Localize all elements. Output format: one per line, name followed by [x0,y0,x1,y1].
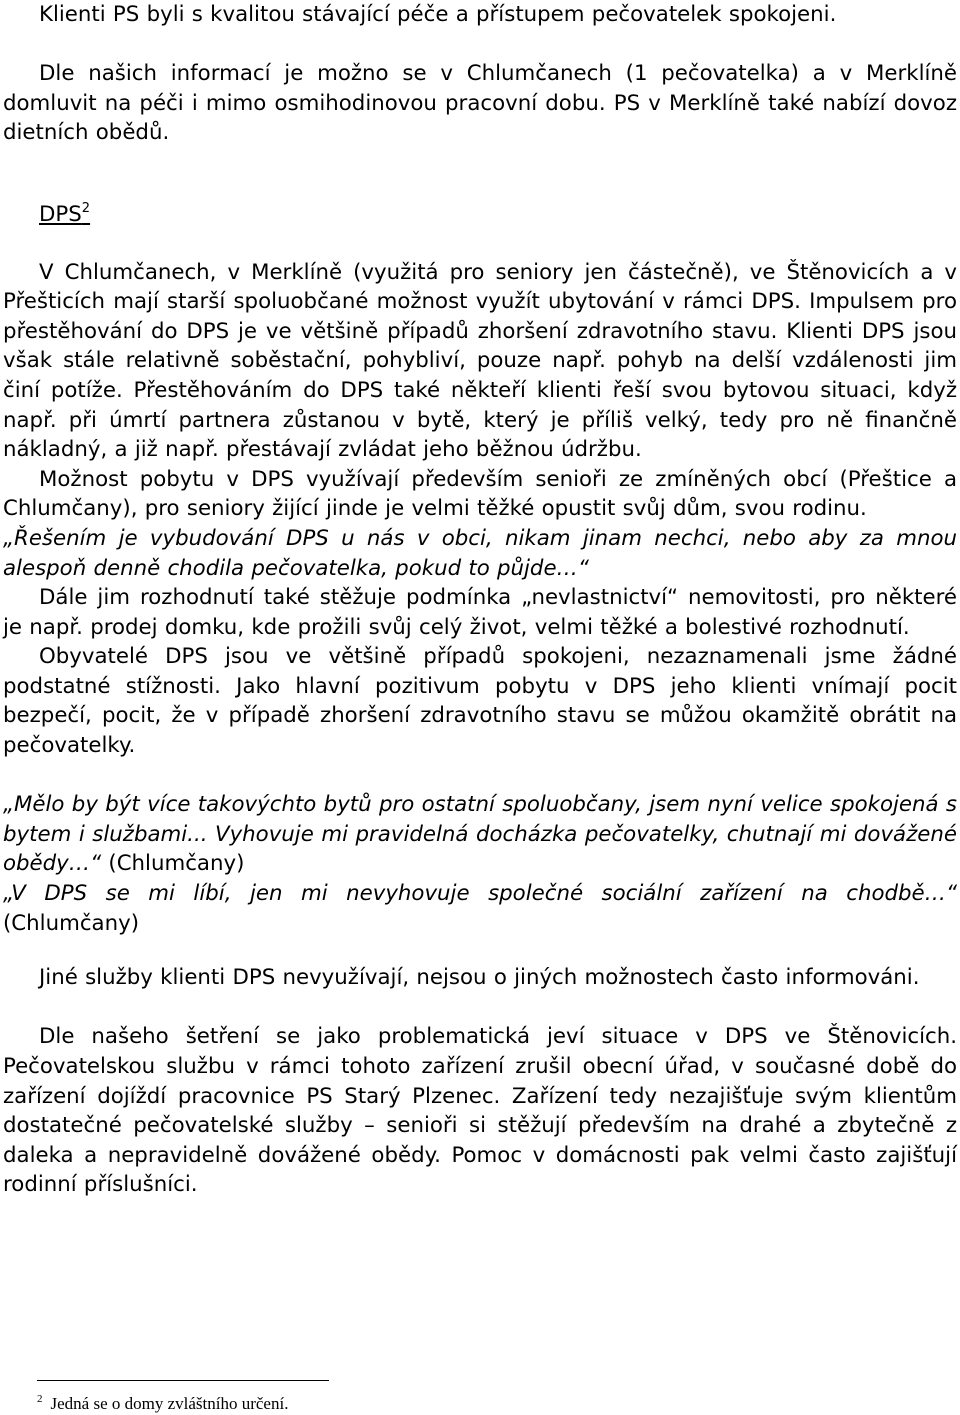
quote-more-flats [3,790,957,879]
footnote-reference: 2 [81,200,91,216]
quote-solution: „Řešením je vybudování DPS u nás v obci, nikam jinam nechci, nebo aby za mnou alespoň denně chodila pečovatelka, pokud to půjde…“ [3,525,957,581]
footnote-mark: 2 [37,1393,43,1405]
paragraph-stenovice-situation: Dle našeho šetření se jako problematická jeví situace v DPS ve Štěnovicích. Pečovatelskou službu v rámci tohoto zařízení zrušil obecní úřad, v současné době do zařízení dojíždí pracovnice PS Starý Plzenec. Zařízení tedy nezajišťuje svým klientům dostatečné pečovatelské služby – senioři si stěžují především na drahé a zbytečně z daleka a nepravidelně dovážené obědy. Pomoc v domácnosti pak velmi často zajišťují rodinní příslušníci. [3,1024,957,1198]
footnote [37,1388,288,1415]
document-page [3,0,957,1200]
paragraph-dps-usage: Možnost pobytu v DPS využívají především senioři ze zmíněných obcí (Přeštice a Chlumčany), pro seniory žijící jinde je velmi těžké opustit svůj dům, svou rodinu. [3,466,957,522]
quote-shared-facilities-text: „V DPS se mi líbí, jen mi nevyhovuje společné sociální zařízení na chodbě…“ [3,881,957,907]
paragraph-dps-locations: V Chlumčanech, v Merklíně (využitá pro seniory jen částečně), ve Štěnovicích a v Přešticích mají starší spoluobčané možnost využít ubytování v rámci DPS. Impulsem pro přestěhování do DPS je ve většině případů zhoršení zdravotního stavu. Klienti DPS jsou však stále relativně soběstační, pohybliví, pouze např. pohyb na delší vzdálenosti jim činí potíže. Přestěhováním do DPS také někteří klienti řeší svou bytovou situaci, když např. při úmrtí partnera zůstanou v bytě, který je příliš velký, tedy pro ně finančně nákladný, a již např. přestávají zvládat jeho běžnou údržbu. [3,259,957,463]
footnote-divider [37,1380,329,1381]
footnote-text: Jedná se o domy zvláštního určení. [50,1394,289,1413]
quote-more-flats-source: (Chlumčany) [101,851,245,877]
section-heading-dps [39,194,957,230]
quote-shared-facilities-source: (Chlumčany) [3,910,140,936]
paragraph-care-hours: Dle našich informací je možno se v Chlumčanech (1 pečovatelka) a v Merklíně domluvit na péči i mimo osmihodinovou pracovní dobu. PS v Merklíně také nabízí dovoz dietních obědů. [3,61,957,146]
paragraph-other-services: Jiné služby klienti DPS nevyužívají, nejsou o jiných možnostech často informováni. [39,965,920,991]
paragraph-satisfaction: Klienti PS byli s kvalitou stávající péče a přístupem pečovatelek spokojeni. [39,2,837,27]
heading-text: DPS [39,201,82,227]
paragraph-ownership-condition: Dále jim rozhodnutí také stěžuje podmínka „nevlastnictví“ nemovitosti, pro některé je např. prodej domku, kde prožili svůj celý život, velmi těžké a bolestivé rozhodnutí. [3,585,957,640]
quote-more-flats-text: „Mělo by být více takovýchto bytů pro ostatní spoluobčany, jsem nyní velice spokojená s bytem i službami... Vyhovuje mi pravidelná docházka pečovatelky, chutnají mi dovážené obědy…“ [3,792,957,877]
quote-shared-facilities [3,879,957,938]
paragraph-residents-satisfied: Obyvatelé DPS jsou ve většině případů spokojeni, nezaznamenali jsme žádné podstatné stížnosti. Jako hlavní pozitivum pobytu v DPS jeho klienti vnímají pocit bezpečí, pocit, že v případě zhoršení zdravotního stavu se můžou okamžitě obrátit na pečovatelky. [3,644,957,759]
